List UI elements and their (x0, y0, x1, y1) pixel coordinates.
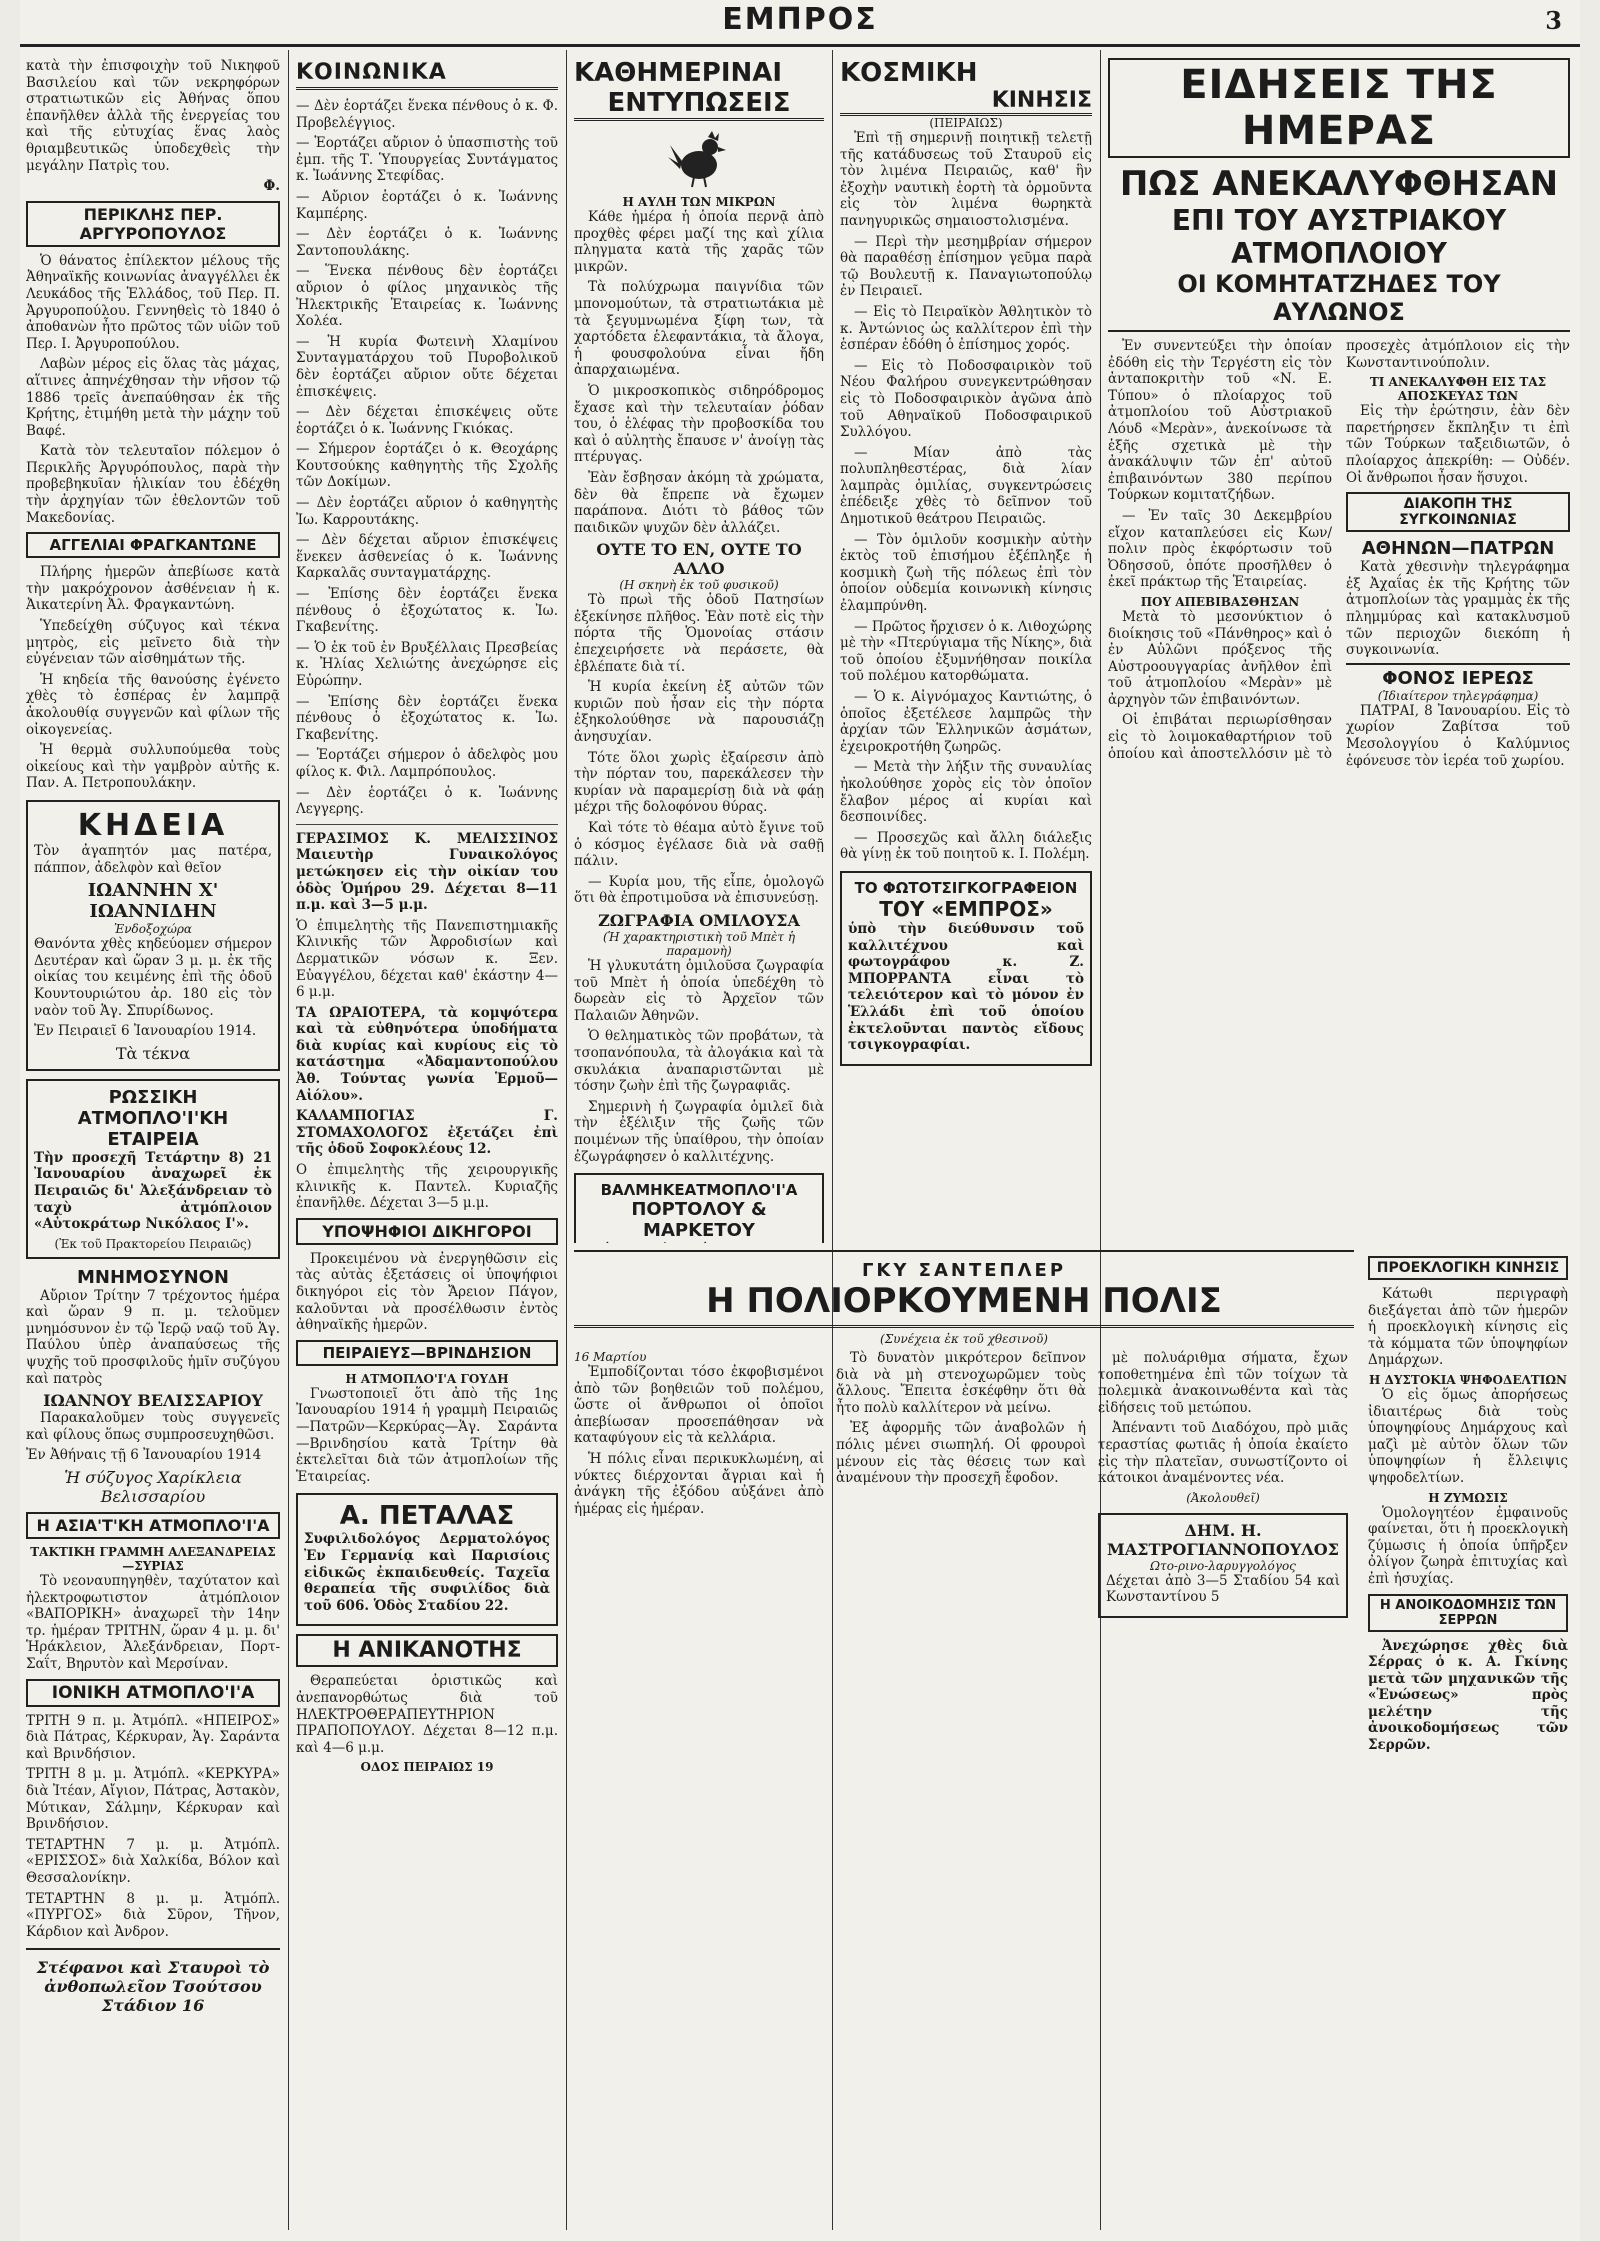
serial-date: 16 Μαρτίου (574, 1350, 647, 1364)
funeral-text: Τὸν ἀγαπητόν μας πατέρα, πάππον, ἀδελφὸν καὶ θεῖον (34, 842, 272, 876)
social-item: — Προσεχῶς καὶ ἄλλη διάλεξις θὰ γίνῃ ἐκ τοῦ ποιητοῦ κ. Ι. Πολέμη. (840, 829, 1092, 863)
news-text: Εἰς τὴν ἐρώτησιν, ἐὰν δὲν παρετήρησεν ἔκπληξιν τι ἐπὶ τῶν Τούρκων ταξειδιωτῶν, ὁ πλοίαρχος ἀπεκρίθη: — Οὐδέν. Οἱ ἄνθρωποι ἦσαν ἥσυχοι. (1346, 403, 1570, 486)
news-subhead: ΔΙΑΚΟΠΗ ΤΗΣ ΣΥΓΚΟΙΝΩΝΙΑΣ (1346, 492, 1570, 532)
news-subhead: ΤΙ ΑΝΕΚΑΛΥΦΘΗ ΕΙΣ ΤΑΣ ΑΠΟΣΚΕΥΑΣ ΤΩΝ (1369, 375, 1547, 404)
news-banner: ΕΠΙ ΤΟΥ ΑΥΣΤΡΙΑΚΟΥ ΑΤΜΟΠΛΟΙΟΥ (1171, 204, 1507, 270)
funeral-date: Ἐν Πειραιεῖ 6 Ἰανουαρίου 1914. (34, 1023, 257, 1040)
article-note: (Η σκηνὴ ἐκ τοῦ φυσικοῦ) (619, 578, 779, 593)
column-rule (566, 50, 567, 2230)
doctor-ad: Ο ἐπιμελητὴς τῆς χειρουργικῆς κλινικῆς κ. Παντελ. Κυριαζῆς ἐπανῆλθε. Δέχεται 3—5 μ.μ. (296, 1162, 558, 1212)
memorial-text: Παρακαλοῦμεν τοὺς συγγενεῖς καὶ φίλους ὅπως συμπροσευχηθῶσι. (26, 1410, 280, 1443)
social-item: — Μετὰ τὴν λήξιν τῆς συναυλίας ἠκολούθησε χορὸς εἰς τὸν ὁποῖον ἔλαβον μέρος αἱ κυρίαι καὶ δεσποινίδες. (840, 759, 1092, 826)
social-item: — Μίαν ἀπὸ τὰς πολυπληθεστέρας, διὰ λίαν λαμπρὰς ὁμιλίας, συγκεντρώσεις ἐπέδειξε χθὲς τὸ δεῖπνον τοῦ Δημοτικοῦ θεάτρου Πειραιῶς. (840, 444, 1092, 528)
social-item: — Ὁ ἐκ τοῦ ἐν Βρυξέλλαις Πρεσβείας κ. Ἠλίας Χελιώτης ἀνεχώρησε εἰς Εὐρώπην. (296, 639, 558, 689)
ad-headline: ΒΑΛΜΗΚΕΑΤΜΟΠΛΟ'Ι'Α (600, 1181, 798, 1200)
serial-tbc: (Ἀκολουθεῖ) (1186, 1490, 1260, 1505)
serial-text: μὲ πολυάριθμα σήματα, ἔχων τοποθετημένα ἐπὶ τῶν τοίχων τὰ πολεμικὰ ἀνακοινωθέντα καὶ τὰς εἰδήσεις τοῦ μετώπου. (1098, 1350, 1348, 1416)
doctor-ad: Ὁ ἐπιμελητὴς τῆς Πανεπιστημιακῆς Κλινικῆς τῶν Ἀφροδισίων καὶ Δερματικῶν νόσων κ. Ξεν. Εὐαγγέλου, δέχεται καθ' ἑκάστην 4—6 μ.μ. (296, 917, 558, 1001)
social-item: — Ἑορτάζει αὔριον ὁ ὑπασπιστὴς τοῦ ἐμπ. τῆς Τ. Ὑπουργείας Συντάγματος κ. Ἰωάννης Στεφίδας. (296, 135, 558, 185)
section-head: ΚΑΘΗΜΕΡΙΝΑΙ (574, 58, 783, 88)
funeral-body: Θανόντα χθὲς κηδεύομεν σήμερον Δευτέραν καὶ ὥραν 3 μ. μ. ἐκ τῆς οἰκίας του κειμένης ἐπὶ τῆς ὁδοῦ Κουντουριώτου ἀρ. 180 εἰς τὸν ναὸν τοῦ Ἁγ. Σπυρίδωνος. (34, 936, 272, 1019)
serial-text: Ἀπέναντι τοῦ Διαδόχου, πρὸ μιᾶς τεραστίας φωτιᾶς ἡ ὁποία ἐκαίετο εἰς τὴν πλατεῖαν, συνωστίζοντο οἱ κάτοικοι ἀναμένοντες νέα. (1098, 1420, 1348, 1487)
article-text: Ἐὰν ἔσβησαν ἀκόμη τὰ χρώματα, δὲν θὰ ἔπρεπε νὰ ἔχωμεν παράπονα. Διότι τὸ βάθος τῶν παιδικῶν ψυχῶν δὲν ἀλλάζει. (574, 469, 824, 536)
section-head: ΚΟΙΝΩΝΙΚΑ (296, 60, 558, 90)
social-item: — Δὲν ἑορτάζει ὁ κ. Ἰωάννης Λεγγερης. (296, 784, 558, 818)
article-text: Ἡ γλυκυτάτη ὁμιλοῦσα ζωγραφία τοῦ Μπὲτ ἡ ὁποία ὑπεδέχθη τὸ δωρεὰν εἰς τὸ Ἀρχεῖον τῶν Παλαιῶν Ἀθηνῶν. (574, 957, 824, 1024)
news-columns (1108, 338, 1570, 1238)
article-text: Κατὰ τὸν τελευταῖον πόλεμον ὁ Περικλῆς Ἀργυρόπουλος, παρὰ τὴν προβεβηκυῖαν ἡλικίαν του ἐδέχθη τὴν ἀρχηγίαν τῶν ἐθελοντῶν τοῦ Μακεδονίας. (26, 443, 280, 526)
social-item: — Ἐπίσης δὲν ἑορτάζει ἕνεκα πένθους ὁ ἐξοχώτατος κ. Ἰω. Γκαβενίτης. (296, 693, 558, 743)
memorial-sign: Ἡ σύζυγος Χαρίκλεια Βελισσαρίου (64, 1468, 242, 1507)
article-note: (Ἡ χαρακτηριστικὴ τοῦ Μπὲτ ἡ παραμονὴ) (602, 929, 796, 958)
social-item: — Δὲν δέχεται ἐπισκέψεις οὔτε ἑορτάζει ὁ κ. Ἰωάννης Γκιόκας. (296, 404, 558, 437)
ad-headline: ΡΩΣΣΙΚΗ ΑΤΜΟΠΛΟ'Ι'ΚΗ ΕΤΑΙΡΕΙΑ (77, 1086, 229, 1150)
article-headline: ΑΓΓΕΛΙΑΙ ΦΡΑΓΚΑΝΤΩΝΕ (26, 532, 280, 558)
news-subhead: Η ΑΝΟΙΚΟΔΟΜΗΣΙΣ ΤΩΝ ΣΕΡΡΩΝ (1368, 1594, 1568, 1632)
funeral-role: Ἐνδοξοχώρα (113, 922, 193, 937)
article-text: Ἡ θερμὰ συλλυπούμεθα τοὺς οἰκείους καὶ τὴν γαμβρὸν αὐτῆς κ. Παν. Α. Πετροπουλάκην. (26, 742, 280, 792)
social-item: — Εἰς τὸ Ποδοσφαιρικὸν τοῦ Νέου Φαλήρου συνεγκεντρώθησαν εἰς τὸ Ποδοσφαιρικὸν ἀγῶνα ἀπὸ τοῦ Αθηναϊκοῦ Ποδοσφαιρικοῦ Συλλόγου. (840, 357, 1092, 441)
ad-address: ΟΔΟΣ ΠΕΙΡΑΙΩΣ 19 (360, 1760, 494, 1775)
funeral-notice (26, 800, 280, 1071)
column-4 (840, 58, 1092, 1243)
ad-headline: Η ΑΣΙΑ'Τ'ΚΗ ΑΤΜΟΠΛΟ'Ι'Α (26, 1512, 280, 1539)
article-text: Τότε ὅλοι χωρὶς ἐξαίρεσιν ἀπὸ τὴν πόρταν του, παρεκάλεσεν τὴν κυρίαν νὰ παραμερίσῃ διὰ νὰ φάῃ μέχρι τῆς δολοφόνου θύρας. (574, 749, 824, 816)
ad-text: Θεραπεύεται ὁριστικῶς καὶ ἀνεπανορθώτως διὰ τοῦ ΗΛΕΚΤΡΟΘΕΡΑΠΕΥΤΗΡΙΟΝ ΠΡΑΠΟΠΟΥΛΟΥ. Δέχεται 8—12 π.μ. καὶ 4—6 μ.μ. (296, 1673, 558, 1756)
article-text: Προκειμένου νὰ ἐνεργηθῶσιν εἰς τὰς αὐτὰς ἐξετάσεις οἱ ὑποψήφιοι δικηγόροι εἰς τὸν Ἄρειον Πάγον, καλοῦνται νὰ προσέλθωσιν ἐντὸς ἀθηναϊκῆς ἡμερῶν. (296, 1250, 558, 1334)
news-subhead: ΠΟΥ ΑΠΕΒΙΒΑΣΘΗΣΑΝ (1140, 594, 1300, 609)
article-text: Ὁ θάνατος ἐπίλεκτον μέλους τῆς Ἀθηναϊκῆς κοινωνίας ἀναγγέλλει ἐκ Λευκάδος τῆς Ἑλλάδος, τοῦ Περ. Π. Ἀργυροπούλου. Γεννηθεὶς τὸ 1840 ὁ ἀποθανὼν ἦτο πρῶτος τῶν υἱῶν τοῦ Περ. Ι. Ἀργυροπούλου. (26, 252, 280, 352)
ad-text: Τὴν προσεχῆ Τετάρτην 8) 21 Ἰανουαρίου ἀναχωρεῖ ἐκ Πειραιῶς δι' Ἀλεξάνδρειαν τὸ ταχὺ ἀτμόπλοιον «Αὐτοκράτωρ Νικόλαος Ι'». (34, 1149, 272, 1233)
serial-title: Η ΠΟΛΙΟΡΚΟΥΜΕΝΗ ΠΟΛΙΣ (574, 1281, 1354, 1328)
social-item: — Δὲν ἑορτάζει αὔριον ὁ καθηγητὴς Ἰω. Καρρουτάκης. (296, 495, 558, 528)
article-headline: ΥΠΟΨΗΦΙΟΙ ΔΙΚΗΓΟΡΟΙ (296, 1218, 558, 1245)
ad-role: Ωτο-ρινο-λαρυγγολόγος (1150, 1558, 1296, 1573)
social-item: — Ἑορτάζει σήμερον ὁ ἀδελφὸς μου φίλος κ. Φιλ. Λαμπρόπουλος. (296, 747, 558, 780)
news-banner: ΠΩΣ ΑΝΕΚΑΛΥΦΘΗΣΑΝ (1119, 164, 1559, 204)
section-head: ΚΟΣΜΙΚΗ (840, 58, 978, 88)
social-item: — Περὶ τὴν μεσημβρίαν σήμερον θὰ παραθέσῃ ἐπίσημον γεῦμα παρὰ τῷ Βουλευτῇ κ. Παναγιωτοπούλῳ ἐν Πειραιεῖ. (840, 233, 1092, 300)
article-text: Ὁ μικροσκοπικὸς σιδηρόδρομος ἔχασε καὶ τὴν τελευταίαν ῥόδαν του, ὁ ἑλέφας τὴν προβοσκίδα του καὶ ὁ αὐλητὴς ἔπαυσε ν' ἀνοίγῃ τὰς πτέρυγας. (574, 382, 824, 466)
news-subhead: ΠΡΟΕΚΛΟΓΙΚΗ ΚΙΝΗΣΙΣ (1368, 1256, 1568, 1280)
social-item: — Πρῶτος ἤρχισεν ὁ κ. Λιθοχώρης μὲ τὴν «Πτερύγιαμα τῆς Νίκης», διὰ τοῦ ὁποίου ἐξυμνήθησαν ποικίλα τοῦ πολέμου κατορθώματα. (840, 618, 1092, 685)
ad-text: Γνωστοποιεῖ ὅτι ἀπὸ τῆς 1ης Ἰανουαρίου 1914 ἡ γραμμὴ Πειραιῶς—Πατρῶν—Κερκύρας—Ἁγ. Σαράντα—Βρινδησίου κατὰ Τρίτην θὰ ἐκτελεῖται διὰ τῶν ἀτμοπλοίων τῆς Ἑταιρείας. (296, 1385, 558, 1485)
news-text: ΠΑΤΡΑΙ, 8 Ἰανουαρίου. Εἰς τὸ χωρίον Ζαβίτσα τοῦ Μεσολογγίου ὁ Καλύμνιος ἐφόνευσε τὸν ἱερέα τοῦ χωρίου. (1346, 702, 1570, 769)
ad-headline: ΤΟ ΦΩΤΟΤΣΙΓΚΟΓΡΑΦΕΙΟΝ (854, 878, 1078, 897)
shipping-ad-russian (26, 1079, 280, 1259)
social-item: — Δὲν δέχεται αὔριον ἐπισκέψεις ἕνεκεν ἀσθενείας ὁ κ. Ἰωάννης Καρκαλᾶς συνταγματάρχης. (296, 532, 558, 582)
article-text: Λαβὼν μέρος εἰς ὅλας τὰς μάχας, αἵτινες ἀπηνέχθησαν τὴν νῆσον τῷ 1886 τρεῖς ἀνεπαύθησαν ἐκ τῆς Κρήτης, ἐτιμήθη μετὰ τὴν μάχην τοῦ Βαφέ. (26, 356, 280, 439)
article-headline: ΠΕΡΙΚΛΗΣ ΠΕΡ. ΑΡΓΥΡΟΠΟΥΛΟΣ (26, 201, 280, 247)
funeral-sign: Τὰ τέκνα (115, 1043, 191, 1063)
ad-subtitle: ΤΑΚΤΙΚΗ ΓΡΑΜΜΗ ΑΛΕΞΑΝΔΡΕΙΑΣ—ΣΥΡΙΑΣ (30, 1545, 276, 1574)
footer-ad: Στέφανοι καὶ Σταυροὶ τὸ ἀνθοπωλεῖον Τσούτσου Στάδιον 16 (36, 1958, 270, 2016)
ad-headline: Α. ΠΕΤΑΛΑΣ (339, 1501, 515, 1532)
memorial-date: Ἐν Ἀθήναις τῇ 6 Ἰανουαρίου 1914 (26, 1447, 262, 1464)
ad-headline: ΠΟΡΤΟΛΟΥ & ΜΑΡΚΕΤΟΥ (631, 1199, 767, 1242)
article-text: Τὰ πολύχρωμα παιγνίδια τῶν μπονομούτων, τὰ στρατιωτάκια μὲ τὰ ξεγυμνωμένα ξίφη των, τὰ χαρτόδετα ἑλεφαντάκια, τὰ ἄλογα, ἡ φουσφολούνα εἶναι ἤδη ἀπαρχαιωμένα. (574, 279, 824, 379)
article-subhead: ΟΥΤΕ ΤΟ ΕΝ, ΟΥΤΕ ΤΟ ΑΛΛΟ (596, 540, 802, 579)
ad-headline: ΠΕΙΡΑΙΕΥΣ—ΒΡΙΝΔΗΣΙΟΝ (296, 1340, 558, 1366)
social-item: — Δὲν ἑορτάζει ὁ κ. Ἰωάννης Σαντοπουλάκης. (296, 226, 558, 259)
article-subhead: Η ΑΥΛΗ ΤΩΝ ΜΙΚΡΩΝ (622, 195, 776, 209)
masthead-title: ΕΜΠΡΟΣ (722, 2, 878, 37)
ad-text: Συφιλιδολόγος Δερματολόγος Ἐν Γερμανίᾳ καὶ Παρισίοις εἰδικῶς ἐκπαιδευθείς. Ταχεῖα θεραπεία τῆς συφιλίδος διὰ τοῦ 606. Ὁδὸς Σταδίου 22. (304, 1531, 550, 1614)
news-text: Ὁ εἰς ὅμως ἀπορήσεως ἰδιαιτέρως διὰ τοὺς ὑποψηφίους Δημάρχους καὶ μαζὶ μὲ αὐτὸν ὅλων τῶν ὑποψηφίων ἡ ἔλλειψις ψηφοδελτίων. (1368, 1386, 1568, 1486)
ad-headline: ΙΟΝΙΚΗ ΑΤΜΟΠΛΟ'Ι'Α (26, 1679, 280, 1707)
social-item: — Τὸν ὁμιλοῦν κοσμικὴν αὐτὴν ἐκτὸς τοῦ ἐπισήμου ἐξέπληξε ἡ κοσμικὴ ζωὴ τῆς πόλεως ἐπὶ τὸν ὁποίον οὐδεμία κοινωνικὴ κίνησις ἐλαμπρύνθη. (840, 531, 1092, 615)
article-text: κατὰ τὴν ἐπισφοιχὴν τοῦ Νικηφοῦ Βασιλείου καὶ τῶν νεκρηφόρων στρατιωτικῶν εἰς Ἀθήνας ὅπου ἐπανῆλθεν ἀλλὰ τῆς ἐνεργείας του καὶ τῆς εὐτυχίας ἕνας λαὸς θριαμβευτικῶς ὑποδεχθεὶς τὴν μεγάλην Πατρὶς του. (26, 58, 280, 174)
news-text: Ἀνεχώρησε χθὲς διὰ Σέρρας ὁ κ. Α. Γκίνης μετὰ τῶν μηχανικῶν τῆς «Ἑνώσεως» πρὸς μελέτην τῆς ἀνοικοδομήσεως τῶν Σερρῶν. (1368, 1637, 1568, 1754)
serial-text: Τὸ δυνατὸν μικρότερον δεῖπνον διὰ νὰ μὴ στενοχωρῶμεν τοὺς ἄλλους. Ἔπειτα ἐσκέφθην ὅτι θὰ ἦτο πολὺ καλλίτερον νὰ μείνω. (836, 1350, 1086, 1416)
serial-text: Ἐμποδίζονται τόσο ἐκφοβισμένοι ἀπὸ τῶν βοηθειῶν τοῦ πολέμου, ὥστε οἱ ἄνθρωποι οἱ ὁποῖοι ἀπεβίωσαν προσεπάθησαν νὰ καταφύγουν εἰς τὰ κελλάρια. (574, 1364, 824, 1447)
news-text: Οἱ ἐπιβάται περιωρίσθησαν εἰς τὸ λοιμοκαθαρτήριον τοῦ ὁποίου καὶ ἀποστελλόσιν μὲ τὸ προσεχὲς ἀτμόπλοιον εἰς τὴν Κωνσταντινούπολιν. (1108, 338, 1570, 762)
ad-name: ΔΗΜ. Η. ΜΑΣΤΡΟΓΙΑΝΝΟΠΟΥΛΟΣ (1107, 1520, 1339, 1559)
news-text: — Ἐν ταῖς 30 Δεκεμβρίου εἴχον καταπλεύσει εἰς Κων/πολιν πρὸς ἐκφόρτωσιν τοῦ Ὀδησσοῦ, ὁπότε προσῆλθεν ὁ ἐκεῖ πράκτωρ τῆς Ἑταιρείας. (1108, 507, 1332, 591)
news-text: Ὁμολογητέον ἐμφαινοῦς φαίνεται, ὅτι ἡ προεκλογικὴ ζύμωσις ἡ ὁποία ὑπῆρξεν ὀλίγον ζωηρὰ ἐπιτυχίας καὶ ἐπὶ ἡσυχίας. (1368, 1504, 1568, 1587)
ad-text: Τὸ νεοναυπηγηθὲν, ταχύτατον καὶ ἠλεκτροφωτιστον ἀτμόπλοιον «ΒΑΠΟΡΙΚΗ» ἀναχωρεῖ τὴν 14ην τρ. ἡμέραν ΤΡΙΤΗΝ, ὥραν 4 μ. μ. δι' Ἡράκλειον, Ἀλεξάνδρειαν, Πορτ-Σαΐτ, Βηρυτὸν καὶ Μερσίναν. (26, 1573, 280, 1672)
column-2 (296, 58, 558, 2233)
serial-text: Ἡ πόλις εἶναι περικυκλωμένη, αἱ νύκτες διέρχονται ἄγριαι καὶ ἡ ἀνάγκη τῆς ἐξόδου αὐξάνει ἀπὸ ἡμέρας εἰς ἡμέραν. (574, 1450, 824, 1517)
serial-continued: (Συνέχεια ἐκ τοῦ χθεσινοῦ) (880, 1332, 1048, 1346)
news-subhead: ΑΘΗΝΩΝ—ΠΑΤΡΩΝ (1361, 538, 1555, 560)
news-text: Μετὰ τὸ μεσονύκτιον ὁ διοίκησις τοῦ «Πάνθηρος» καὶ ὁ ἐν Αὐλῶνι πρόξενος τῆς Αὐστροουγγαρίας ἀνῆλθον ἐπὶ τοῦ ἀτμοπλοίου «Μερὰν» μὲ ἀρχηγὸν τῶν ἐπιβαινόντων. (1108, 608, 1332, 708)
column-3 (574, 58, 824, 1243)
column-5-lower (1108, 1250, 1570, 2230)
funeral-name: ΙΩΑΝΝΗΝ Χ' ΙΩΑΝΝΙΔΗΝ (87, 880, 219, 923)
news-text: Ἐν συνεντεύξει τὴν ὁποίαν ἐδόθη εἰς τὴν Τεργέστη εἰς τὸν ἀνταποκριτὴν τοῦ «Ν. Ε. Τύπου» ὁ πλοίαρχος τοῦ ἀτμοπλοίου τοῦ Αὐστριακοῦ Λόυδ «Μερὰν», ἀνεκοίνωσε τὰ ἑξῆς σχετικὰ μὲ τὴν ἀνακάλυψιν τῶν ἐπ' αὐτοῦ ἐπιβαινόντων 380 περίπου Τούρκων κομιτατζήδων. (1108, 338, 1332, 504)
ad-subtitle (582, 1241, 816, 1243)
news-subhead: Η ΖΥΜΩΣΙΣ (1428, 1490, 1508, 1505)
article-text: Πλήρης ἡμερῶν ἀπεβίωσε κατὰ τὴν μακρόχρονον ἀσθένειαν ἡ κ. Ἀικατερίνη Ἀλ. Φραγκαντώνη. (26, 564, 280, 614)
page-number: 3 (1545, 6, 1562, 35)
shoe-ad: ΤΑ ΩΡΑΙΟΤΕΡΑ, τὰ κομψότερα καὶ τὰ εὐθηνότερα ὑποδήματα διὰ κυρίας καὶ κυρίους εἰς τὸ κατάστημα «Ἀδαμαντοπούλου Ἀθ. Τούντας γωνία Ἑρμοῦ—Αἰόλου». (296, 1004, 558, 1104)
column-1 (26, 58, 280, 2233)
article-text: Καὶ τότε τὸ θέαμα αὐτὸ ἔγινε τοῦ ὁ κόσμος ἐγέλασε διὰ νὰ σαθῇ πάλιν. (574, 820, 824, 870)
social-item: — Ἐπίσης δὲν ἑορτάζει ἕνεκα πένθους ὁ ἐξοχώτατος κ. Ἰω. Γκαβενίτης. (296, 586, 558, 636)
rooster-icon (668, 127, 730, 189)
schedule-item: ΤΡΙΤΗ 8 μ. μ. Ἀτμόπλ. «ΚΕΡΚΥΡΑ» διὰ Ἰτέαν, Αἴγιον, Πάτρας, Ἀστακὸν, Μύτικαν, Σάλμην, Κέρκυραν καὶ Βρινδήσιον. (26, 1766, 280, 1833)
news-banner: ΟΙ ΚΟΜΗΤΑΤΖΗΔΕΣ ΤΟΥ ΑΥΛΩΝΟΣ (1108, 270, 1570, 332)
serial-text: Ἐξ ἀφορμῆς τῶν ἀναβολῶν ἡ πόλις μένει σιωπηλή. Οἱ φρουροὶ μένουν εἰς τὰς θέσεις των καὶ ἀναμένουν τὴν προσεχῆ ἔφοδον. (836, 1420, 1086, 1487)
masthead (20, 0, 1580, 47)
news-text: Κάτωθι περιγραφὴ διεξάγεται ἀπὸ τῶν ἡμερῶν ἡ προεκλογικὴ κίνησις εἰς τὰ κόμματα τῶν ὑποψηφίων Δημάρχων. (1368, 1286, 1568, 1369)
ad-text: ὑπὸ τὴν διεύθυνσιν τοῦ καλλιτέχνου καὶ φωτογράφου κ. Ζ. ΜΠΟΡΡΑΝΤΑ εἶναι τὸ τελειότερον καὶ τὸ μόνον ἐν Ἑλλάδι ἐπὶ τοῦ ὁποίου ἐκτελοῦνται παντὸς εἴδους τσιγκογραφίαι. (848, 920, 1084, 1054)
memorial-name: ΙΩΑΝΝΟΥ ΒΕΛΙΣΣΑΡΙΟΥ (43, 1391, 263, 1411)
social-item: — Ἡ κυρία Φωτεινὴ Χλαμίνου Συνταγματάρχου τοῦ Πυροβολικοῦ δὲν ἑορτάζει αὔριον οὔτε δέχεται ἐπισκέψεις. (296, 333, 558, 400)
ad-text: Δέχεται ἀπὸ 3—5 Σταδίου 54 καὶ Κωνσταντίνου 5 (1106, 1572, 1340, 1606)
serial-author: ΓΚΥ ΣΑΝΤΕΠΛΕΡ (861, 1260, 1067, 1281)
article-text: Σημερινὴ ἡ ζωγραφία ὁμιλεῖ διὰ τὴν ἐξέλιξιν τῆς ζωῆς τῶν ποιμένων τῆς ὑπαίθρου, τὴν ὁποίαν ἐζωγράφησεν ὁ καλλιτέχνης. (574, 1098, 824, 1165)
memorial-text: Αὔριον Τρίτην 7 τρέχοντος ἡμέρα καὶ ὥραν 9 π. μ. τελοῦμεν μνημόσυνον ἐν τῷ Ἱερῷ ναῷ τοῦ Ἁγ. Παύλου ὑπὲρ ἀναπαύσεως τῆς ψυχῆς τοῦ προσφιλοῦς ἡμῖν συζύγου καὶ πατρὸς (26, 1287, 280, 1387)
photo-studio-ad (840, 871, 1092, 1066)
social-item: — Σήμερον ἑορτάζει ὁ κ. Θεοχάρης Κουτσούκης καθηγητὴς τῆς Σχολῆς τῶν Δοκίμων. (296, 441, 558, 491)
doctor-ad-box (296, 1493, 558, 1626)
social-item: — Αὔριον ἑορτάζει ὁ κ. Ἰωάννης Καμπέρης. (296, 188, 558, 222)
social-item: — Εἰς τὸ Πειραϊκὸν Ἀθλητικὸν τὸ κ. Ἀντώνιος ὡς καλλίτερον ἐπὶ τὴν ἑσπέραν ἐδόθη ὁ ἐπίσημος χορός. (840, 303, 1092, 354)
memorial-title: ΜΝΗΜΟΣΥΝΟΝ (76, 1266, 229, 1288)
newspaper-page (20, 0, 1580, 2241)
shipping-ad (574, 1173, 824, 1243)
section-head: ΚΙΝΗΣΙΣ (840, 88, 1092, 116)
social-item: — Ἕνεκα πένθους δὲν ἑορτάζει αὔριον ὁ φίλος μηχανικὸς τῆς Ἠλεκτρικῆς Ἑταιρείας κ. Ἰωάννης Χολέα. (296, 263, 558, 330)
schedule-item: ΤΡΙΤΗ 9 π. μ. Ἀτμόπλ. «ΗΠΕΙΡΟΣ» διὰ Πάτρας, Κέρκυραν, Ἁγ. Σαράντα καὶ Βρινδήσιον. (26, 1712, 280, 1762)
ad-subtitle: Η ΑΤΜΟΠΛΟ'Ι'Α ΓΟΥΔΗ (345, 1371, 509, 1386)
ad-headline: Η ΑΝΙΚΑΝΟΤΗΣ (296, 1634, 558, 1667)
article-text: Κάθε ἡμέρα ἡ ὁποία περνᾷ ἀπὸ προχθὲς φέρει μαζί της καὶ χίλια πληγματα κατὰ τῆς χαρᾶς τῶν μικρῶν. (574, 209, 824, 275)
news-subhead: Η ΔΥΣΤΟΚΙΑ ΨΗΦΟΔΕΛΤΙΩΝ (1369, 1372, 1567, 1387)
article-text: Ὑπεδείχθη σύζυγος καὶ τέκνα μητρὸς, εἰς μεῖνετο διὰ τὴν εὐγένειαν τῶν αἰσθημάτων τῆς. (26, 618, 280, 668)
ad-headline: ΤΟΥ «ΕΜΠΡΟΣ» (879, 896, 1053, 921)
schedule-item: ΤΕΤΑΡΤΗΝ 8 μ. μ. Ἀτμόπλ. «ΠΥΡΓΟΣ» διὰ Σῦρον, Τῆνον, Κάρδιον καὶ Ἀνδρον. (26, 1890, 280, 1940)
article-text: Ἡ κυρία ἐκείνη ἐξ αὐτῶν τῶν κυριῶν ποὺ ἦσαν εἰς τὴν πόρτα ἐξηκολούθησε νὰ παρουσιάζῃ ἀνησυχίαν. (574, 679, 824, 746)
social-item: Ἐπὶ τῇ σημερινῇ ποιητικῇ τελετῇ τῆς κατάδυσεως τοῦ Σταυροῦ εἰς τὸν λιμένα Πειραιῶς, καθ' ἣν ἐξοχὴν ναυτικὴ ἑορτὴ τὰ ὁρμοῦντα εἰς τὸν λιμένα θωρηκτὰ πανηγυρικῶς σημαιοστολισμένα. (840, 130, 1092, 229)
article-subhead: ΖΩΓΡΑΦΙΑ ΟΜΙΛΟΥΣΑ (598, 910, 800, 930)
news-note: (Ἰδιαίτερον τηλεγράφημα) (1377, 688, 1539, 703)
funeral-title: ΚΗΔΕΙΑ (77, 807, 229, 843)
schedule-item: ΤΕΤΑΡΤΗΝ 7 μ. μ. Ἀτμόπλ. «ΕΡΙΣΣΟΣ» διὰ Χαλκίδα, Βόλον καὶ Θεσσαλονίκην. (26, 1836, 280, 1886)
social-item: — Ὁ κ. Αἰγνόμαχος Καντιώτης, ὁ ὁποῖος ἐξετέλεσε λαμπρῶς τὴν ἀρχίαν τῶν Ἑλληνικῶν ἀσμάτων, ἐχειροκροτήθη ζωηρῶς. (840, 689, 1092, 755)
doctor-ad: ΓΕΡΑΣΙΜΟΣ Κ. ΜΕΛΙΣΣΙΝΟΣ Μαιευτὴρ Γυναικολόγος μετώκησεν εἰς τὴν οἰκίαν του ὁδὸς Ὁμήρου 29. Δέχεται 8—11 π.μ. καὶ 3—5 μ.μ. (296, 830, 558, 914)
social-item: — Δὲν ἑορτάζει ἕνεκα πένθους ὁ κ. Φ. Προβελέγγιος. (296, 98, 558, 131)
signature: Φ. (263, 178, 280, 195)
article-text: Ὁ θεληματικὸς τῶν προβάτων, τὰ τσοπανόπουλα, τὰ ἀλογάκια καὶ τὰ σκυλάκια ἀναπαριστῶνται μὲ τόσην ζωὴν ἐπὶ τῆς ζωγραφιᾶς. (574, 1028, 824, 1095)
column-5 (1108, 58, 1570, 1238)
news-subhead: ΦΟΝΟΣ ΙΕΡΕΩΣ (1346, 663, 1570, 689)
doctor-ad: ΚΑΛΑΜΠΟΓΙΑΣ Γ. ΣΤΟΜΑΧΟΛΟΓΟΣ ἐξετάζει ἐπὶ τῆς ὁδοῦ Σοφοκλέους 12. (296, 1108, 558, 1158)
column-rule (288, 50, 289, 2230)
section-sub: (ΠΕΙΡΑΙΩΣ) (929, 116, 1003, 130)
article-text: Ἡ κηδεία τῆς θανούσης ἐγένετο χθὲς τὸ ἑσπέρας ἐν λαμπρᾷ ἀκολουθίᾳ συγγενῶν καὶ φίλων τῆς οἰκογενείας. (26, 671, 280, 738)
article-text: — Κυρία μου, τῆς εἶπε, ὁμολογῶ ὅτι θὰ ἐπροτιμοῦσα νὰ ἐπισυνεύσῃ. (574, 873, 824, 907)
news-text: Κατὰ χθεσινὴν τηλεγράφημα ἐξ Ἀχαΐας ἐκ τῆς Κρήτης τῶν ἀτμοπλοίων τὰς γραμμὰς ἐκ τῆς πλημμύρας καὶ κατακλυσμοῦ τῶν περιοχῶν διεκόπη ἡ συγκοινωνία. (1346, 559, 1570, 659)
section-head: ΕΝΤΥΠΩΣΕΙΣ (574, 88, 824, 121)
section-head: ΕΙΔΗΣΕΙΣ ΤΗΣ ΗΜΕΡΑΣ (1108, 58, 1570, 158)
article-text: Τὸ πρωὶ τῆς ὁδοῦ Πατησίων ἐξεκίνησε πλῆθος. Ἐὰν ποτὲ εἰς τὴν πόρτα τῆς Ὁμονοίας στάσιν ἐπεχειρήσετε νὰ περάσετε, θὰ ἐβλέπατε διὰ τί. (574, 592, 824, 675)
ad-source: (Ἐκ τοῦ Πρακτορείου Πειραιῶς) (54, 1236, 252, 1251)
